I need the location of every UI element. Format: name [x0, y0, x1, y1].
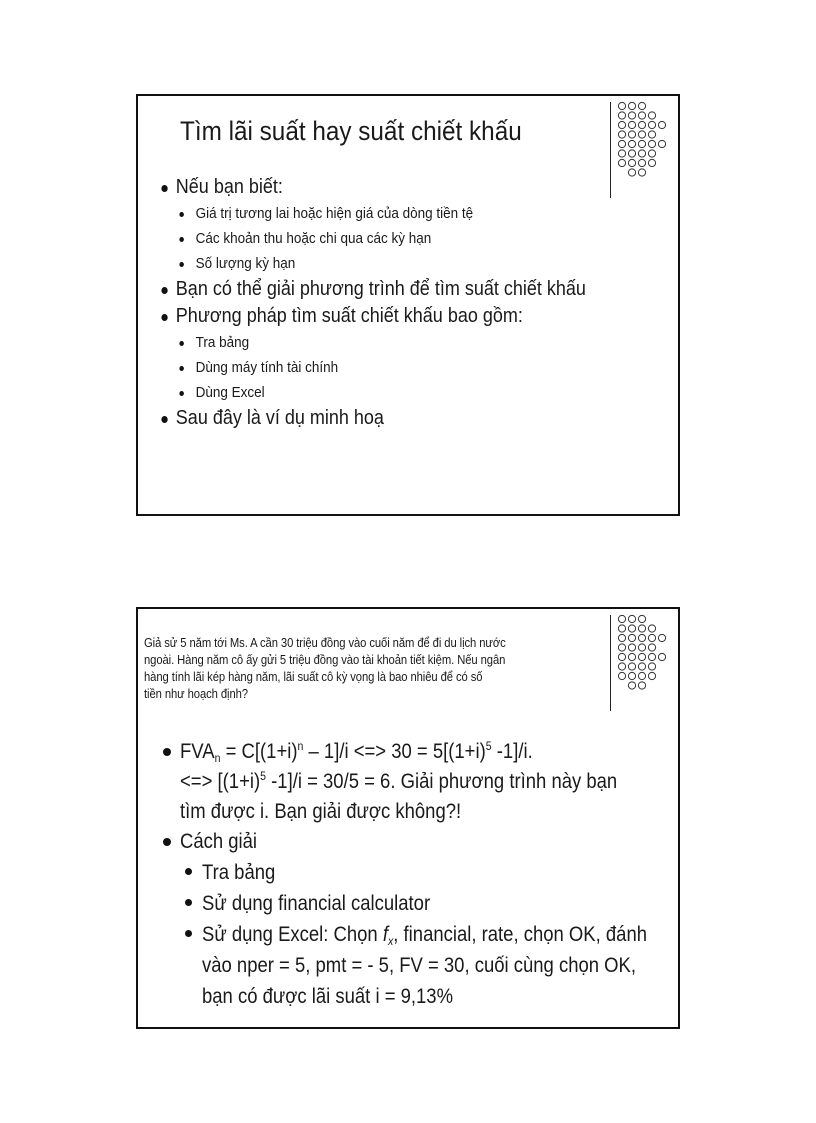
- circle-pattern-icon: [616, 614, 676, 696]
- solution-list: [138, 737, 678, 1012]
- decor-divider: [610, 615, 611, 711]
- bullet-list: [138, 174, 658, 432]
- problem-line: tiền như hoạch định?: [144, 687, 248, 701]
- method-item-table: Tra bảng: [138, 857, 678, 888]
- problem-line: ngoài. Hàng năm cô ấy gửi 5 triệu đồng vào tài khoản tiết kiệm. Nếu ngân: [144, 653, 506, 667]
- slide-2: [136, 607, 680, 1029]
- circle-pattern-icon: [616, 101, 676, 183]
- method-item-excel: Sử dụng Excel: Chọn $f_x$, financial, rate, chọn OK, đánh vào nper = 5, pmt = - 5, FV = 30, cuối cùng chọn OK, bạn có được lãi suất i = 9,13%: [138, 919, 678, 1012]
- list-item: Số lượng kỳ hạn: [138, 251, 606, 276]
- list-item: Dùng máy tính tài chính: [138, 355, 606, 380]
- list-item: Bạn có thể giải phương trình để tìm suất chiết khấu: [138, 276, 606, 303]
- problem-statement: [144, 635, 606, 703]
- slide-title: Tìm lãi suất hay suất chiết khấu: [180, 116, 522, 146]
- list-item: Giá trị tương lai hoặc hiện giá của dòng tiền tệ: [138, 201, 606, 226]
- list-item: Dùng Excel: [138, 380, 606, 405]
- problem-line: Giả sử 5 năm tới Ms. A cần 30 triệu đồng vào cuối năm để đi du lịch nước: [144, 636, 506, 650]
- list-item: Tra bảng: [138, 330, 606, 355]
- list-item: Nếu bạn biết:: [138, 174, 606, 201]
- list-item: Sau đây là ví dụ minh hoạ: [138, 405, 606, 432]
- method-heading: Cách giải: [138, 827, 678, 857]
- list-item: Các khoản thu hoặc chi qua các kỳ hạn: [138, 226, 606, 251]
- list-item: Phương pháp tìm suất chiết khấu bao gồm:: [138, 303, 606, 330]
- slide-1: [136, 94, 680, 516]
- formula-item: $FVA_n = C[(1+i)^n - 1]/i$ <=> $30 = 5[(1+i)^5$ -1]/i. <=> [$(1+i)^5$ -1]/i = 30/5 = 6. Giải phương trình này bạn tìm được i. Bạn giải được không?!: [138, 737, 678, 827]
- problem-line: hàng tính lãi kép hàng năm, lãi suất cô kỳ vọng là bao nhiêu để có số: [144, 670, 483, 684]
- method-item-calculator: Sử dụng financial calculator: [138, 888, 678, 919]
